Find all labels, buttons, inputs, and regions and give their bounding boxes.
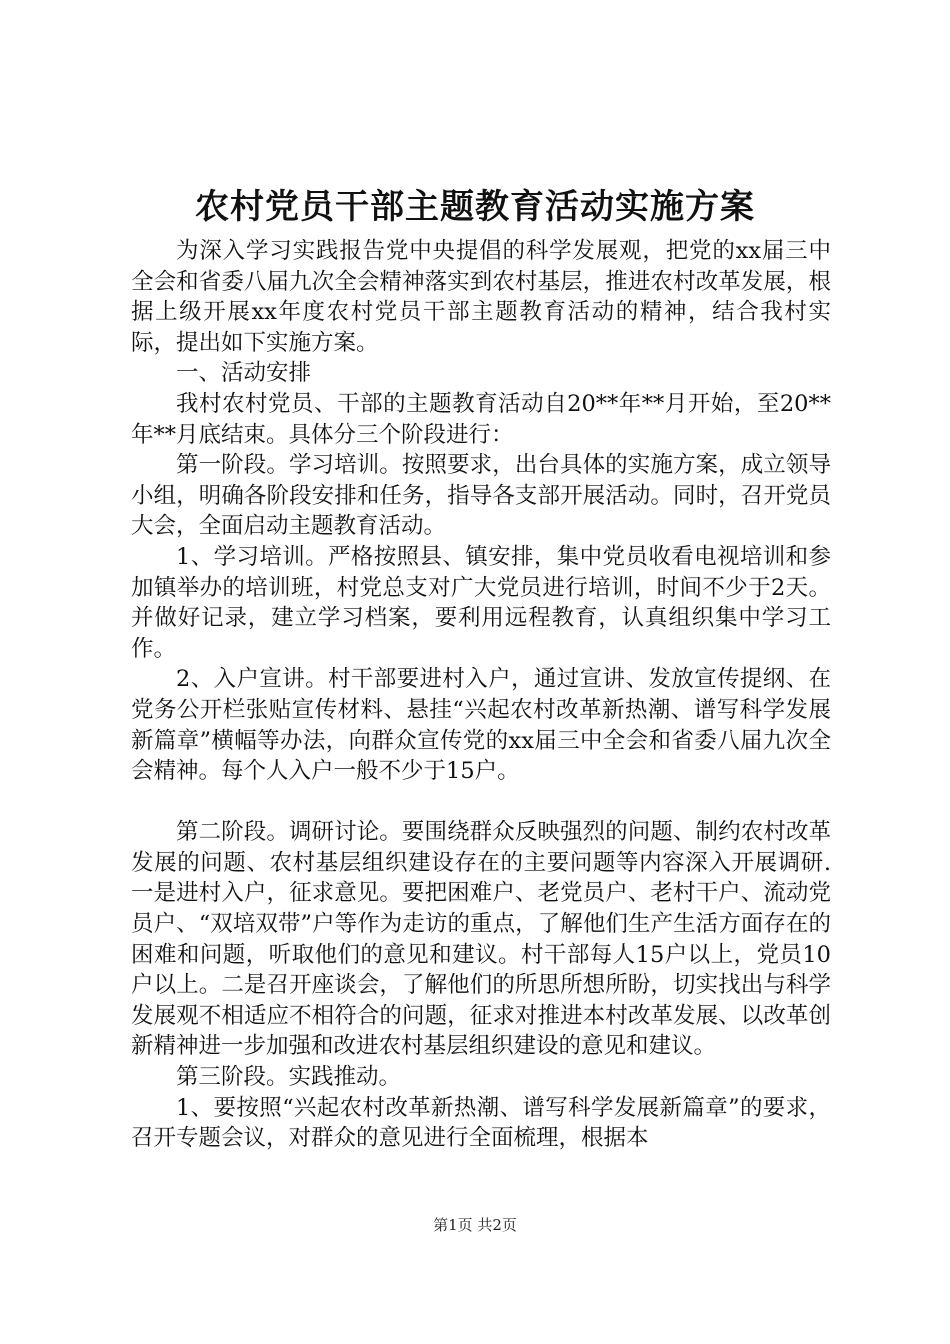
paragraph-schedule: 我村农村党员、干部的主题教育活动自20**年**月开始，至20**年**月底结束。具体分三个阶段进行：	[131, 390, 831, 448]
paragraph-stage-three: 第三阶段。实践推动。	[176, 1064, 402, 1091]
page-number-footer: 第1页 共2页	[433, 1216, 517, 1234]
paragraph-spacer	[131, 787, 831, 818]
paragraph-intro: 为深入学习实践报告党中央提倡的科学发展观，把党的xx届三中全会和省委八届九次全会精神落实到农村基层，推进农村改革发展，根据上级开展xx年度农村党员干部主题教育活动的精神，结合我村实际，提出如下实施方案。	[131, 238, 831, 356]
paragraph-stage-one: 第一阶段。学习培训。按照要求，出台具体的实施方案，成立领导小组，明确各阶段安排和任务，指导各支部开展活动。同时，召开党员大会，全面启动主题教育活动。	[131, 452, 831, 540]
document-title: 农村党员干部主题教育活动实施方案	[195, 187, 755, 227]
section-heading-activity-arrangement: 一、活动安排	[176, 360, 312, 387]
paragraph-stage-three-item-one: 1、要按照“兴起农村改革新热潮、谱写科学发展新篇章”的要求，召开专题会议，对群众的意见进行全面梳理，根据本	[131, 1094, 831, 1152]
document-body	[131, 236, 831, 1154]
paragraph-door-to-door-publicity: 2、入户宣讲。村干部要进村入户，通过宣讲、发放宣传提纲、在党务公开栏张贴宣传材料、悬挂“兴起农村改革新热潮、谱写科学发展新篇章”横幅等办法，向群众宣传党的xx届三中全会和省委八届九次全会精神。每个人入户一般不少于15户。	[131, 666, 831, 785]
paragraph-stage-two: 第二阶段。调研讨论。要围绕群众反映强烈的问题、制约农村改革发展的问题、农村基层组织建设存在的主要问题等内容深入开展调研.一是进村入户，征求意见。要把困难户、老党员户、老村干户、流动党员户、“双培双带”户等作为走访的重点，了解他们生产生活方面存在的困难和问题，听取他们的意见和建议。村干部每人15户以上，党员10户以上。二是召开座谈会，了解他们的所思所想所盼，切实找出与科学发展观不相适应不相符合的问题，征求对推进本村改革发展、以改革创新精神进一步加强和改进农村基层组织建设的意见和建议。	[131, 819, 831, 1060]
paragraph-study-training: 1、学习培训。严格按照县、镇安排，集中党员收看电视培训和参加镇举办的培训班，村党总支对广大党员进行培训，时间不少于2天。并做好记录，建立学习档案，要利用远程教育，认真组织集中学习工作。	[131, 543, 831, 662]
